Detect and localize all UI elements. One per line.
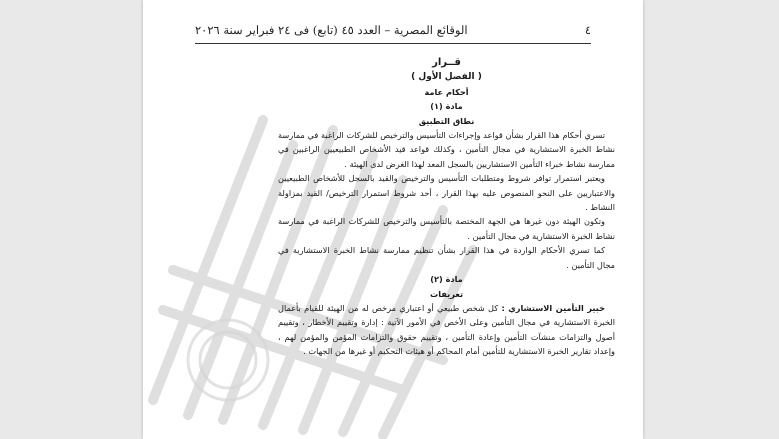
definition-1-term: خبير التأمين الاستشاري : (501, 302, 605, 313)
article-2-heading: تعريفات (429, 288, 464, 299)
article-1-title: مادة (١) (430, 101, 463, 112)
gazette-title: الوقائع المصرية – العدد ٤٥ (تابع) فى ٢٤ فبراير سنة ٢٠٢٦ (195, 23, 468, 37)
definition-1-text: كل شخص طبيعي أو اعتباري مرخص له من الهيئة للقيام بأعمال الخبرة الاستشارية في مجال التأمين وعلى الأخص في الأمور الآتية : إدارة وتقييم الأخطار ، وتقييم أصول والتزامات منشآت التأمين وإعادة التأمين ، وتقييم حقوق والتزامات المؤمن والمؤمن لهم ، وإعداد تقارير الخبرة الاستشارية للتأمين أمام المحاكم أو هيئات التحكيم أو غيرها من الجهات . (278, 302, 615, 357)
page-header (195, 22, 591, 38)
article-1-heading: نطاق التطبيق (418, 115, 475, 126)
paragraph-2: ويعتبر استمرار توافر شروط ومتطلبات التأسيس والترخيص والقيد بالسجل للأشخاص الطبيعيين والاعتباريين على النحو المنصوص عليه بهذا القرار ، أحد شروط استمرار الترخيص/ القيد بمزاولة النشاط . (278, 173, 615, 213)
definition-1 (278, 301, 615, 359)
header-divider (195, 43, 591, 44)
section-title: أحكام عامة (424, 86, 469, 97)
paragraph-4: كما تسري الأحكام الواردة في هذا القرار بشأن تنظيم ممارسة نشاط الخبرة الاستشارية في مجال التأمين . (278, 245, 615, 270)
article-2-title: مادة (٢) (430, 274, 463, 285)
paragraph-3: وتكون الهيئة دون غيرها هي الجهة المختصة بالتأسيس والترخيص للشركات الراغبة في ممارسة نشاط الخبرة الاستشارية في مجال التأمين . (278, 216, 615, 241)
page-number: ٤ (584, 23, 591, 37)
chapter-title: ( الفصل الأول ) (411, 72, 482, 83)
decision-title: قــرار (432, 57, 461, 68)
document-body (278, 56, 615, 359)
document-page (143, 0, 643, 439)
paragraph-1: تسري أحكام هذا القرار بشأن قواعد وإجراءات التأسيس والترخيص للشركات الراغبة في ممارسة نشاط الخبرة الاستشارية في مجال التأمين ، وكذلك قواعد قيد الأشخاص الطبيعيين الراغبين في ممارسة نشاط خبراء التأمين الاستشاريين بالسجل المعد لهذا الغرض لدى الهيئة . (278, 130, 615, 169)
